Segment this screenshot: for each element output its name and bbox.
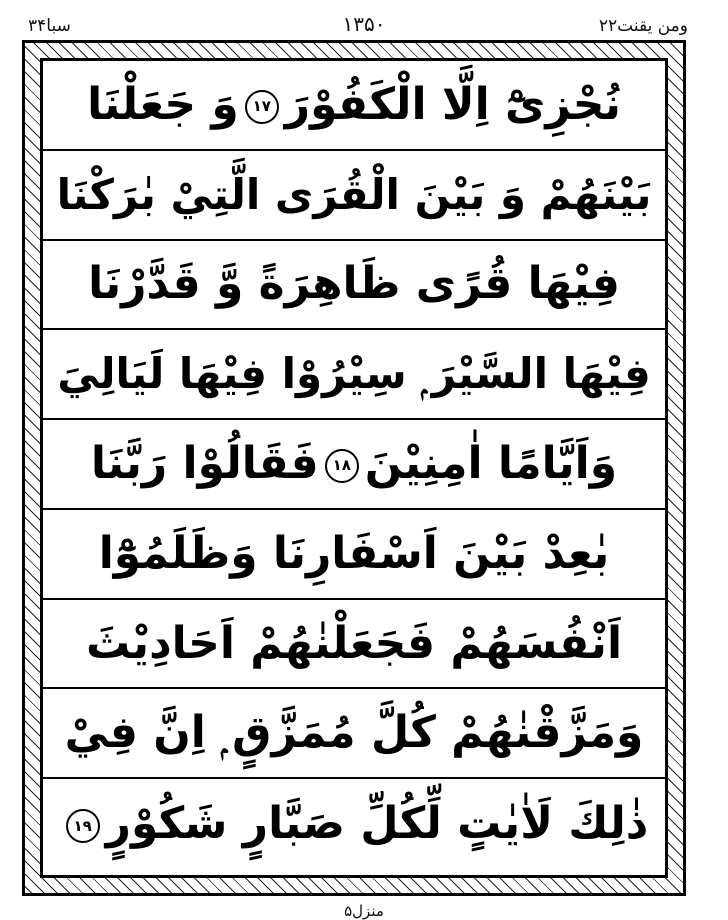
verse-segment: فِيْهَا قُرًى ظَاهِرَةً وَّ قَدَّرْنَا: [88, 258, 620, 310]
verse-segment: اَنْفُسَهُمْ فَجَعَلْنٰهُمْ اَحَادِيْثَ: [85, 617, 623, 669]
verse-text: [56, 169, 652, 219]
verse-text: [60, 798, 649, 850]
verse-segment: فِيْهَا السَّيْرَ ۭ سِيْرُوْا فِيْهَا لَيَالِيَ: [57, 349, 651, 399]
ayah-number-marker: ۱۸: [325, 449, 359, 483]
verse-text: [90, 437, 618, 489]
text-line: [43, 241, 665, 331]
text-line: [43, 779, 665, 869]
text-line: [43, 689, 665, 779]
text-line: [43, 420, 665, 510]
manzil-label: منزل۵: [344, 902, 384, 920]
text-line: [43, 151, 665, 241]
page-header: [0, 0, 728, 38]
verse-text: [88, 258, 620, 310]
verse-text: [57, 349, 651, 399]
ayah-number-marker: ۱۹: [66, 809, 100, 843]
verse-segment: فَقَالُوْا رَبَّنَا: [90, 437, 319, 489]
verse-text: [87, 78, 621, 130]
verse-segment: بٰعِدْ بَيْنَ اَسْفَارِنَا وَظَلَمُوْٓا: [98, 527, 610, 579]
verse-segment: نُجْزِیْٓ اِلَّا الْكَفُوْرَ: [284, 78, 621, 130]
verse-text: [85, 617, 623, 669]
ayah-number-marker: ۱۷: [245, 90, 279, 124]
text-line: [43, 61, 665, 151]
verse-segment: وَ جَعَلْنَا: [87, 78, 239, 130]
verse-text: [98, 527, 610, 579]
page-frame: [22, 40, 686, 896]
text-line: [43, 330, 665, 420]
text-line: [43, 510, 665, 600]
verse-segment: وَاَيَّامًا اٰمِنِيْنَ: [364, 437, 618, 489]
verse-segment: وَمَزَّقْنٰهُمْ كُلَّ مُمَزَّقٍ ۭ اِنَّ فِيْ: [64, 707, 644, 759]
verse-text: [64, 707, 644, 759]
verse-segment: بَيْنَهُمْ وَ بَيْنَ الْقُرَى الَّتِيْ بٰرَكْنَا: [56, 169, 652, 219]
verse-segment: ذٰلِكَ لَاٰيٰتٍ لِّكُلِّ صَبَّارٍ شَكُوْرٍ: [105, 798, 649, 850]
surah-name: سبا۳۴: [28, 16, 71, 36]
text-area: [40, 58, 668, 878]
para-name: ومن یقنت۲۲: [598, 16, 688, 36]
text-line: [43, 600, 665, 690]
page-number: ۱۳۵۰: [342, 12, 386, 36]
